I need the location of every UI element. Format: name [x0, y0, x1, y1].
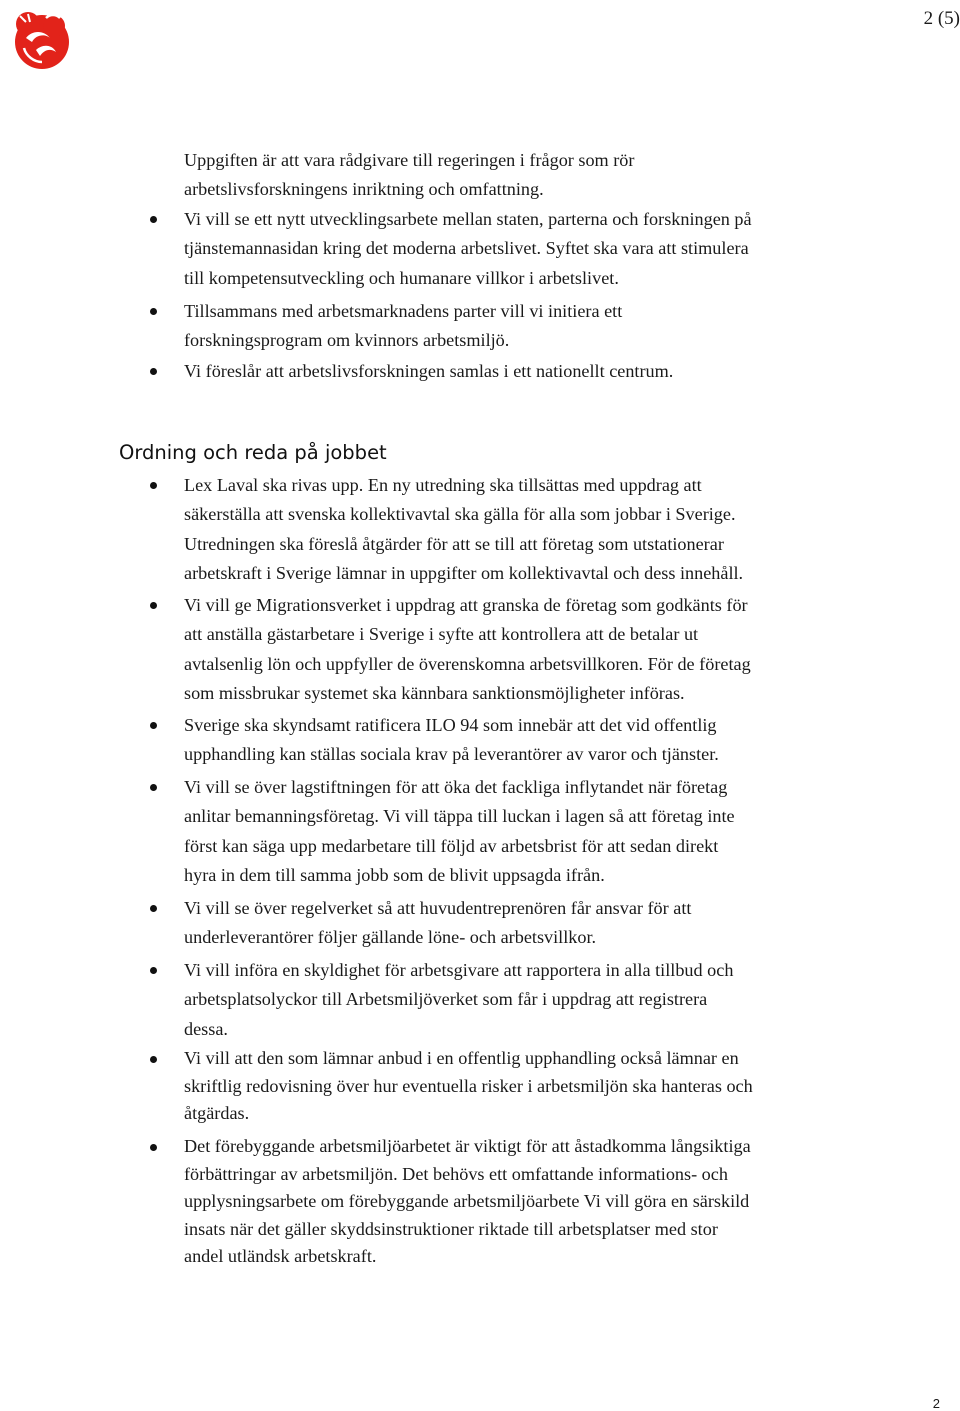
page-indicator-text: 2 (5): [923, 8, 960, 29]
footer-page-number: 2: [932, 1396, 940, 1411]
bullet-icon: [150, 368, 157, 375]
text-line: Vi vill se över lagstiftningen för att öka det fackliga inflytandet när företag: [184, 777, 728, 797]
list-item: [184, 591, 874, 708]
text-line: underleverantörer följer gällande löne- och arbetsvillkor.: [184, 927, 597, 948]
text-line: Utredningen ska föreslå åtgärder för att se till att företag som utstationerar: [184, 533, 724, 554]
text-line: säkerställa att svenska kollektivavtal ska gälla för alla som jobbar i Sverige.: [184, 504, 736, 525]
bullet-icon: [150, 722, 157, 729]
text-line: Lex Laval ska rivas upp. En ny utredning ska tillsättas med uppdrag att: [184, 475, 702, 495]
text-line: dessa.: [184, 1018, 228, 1039]
text-line: Det förebyggande arbetsmiljöarbetet är viktigt för att åstadkomma långsiktiga: [184, 1136, 751, 1156]
intro-paragraph: [184, 146, 874, 205]
text-line: upplysningsarbete om förebyggande arbetsmiljöarbete Vi vill göra en särskild: [184, 1191, 750, 1211]
text-line: till kompetensutveckling och humanare villkor i arbetslivet.: [184, 267, 619, 288]
text-line: Vi vill införa en skyldighet för arbetsgivare att rapportera in alla tillbud och: [184, 960, 734, 980]
text-line: att anställa gästarbetare i Sverige i syfte att kontrollera att de betalar ut: [184, 624, 699, 645]
list-item: [184, 1133, 874, 1271]
text-line: först kan säga upp medarbetare till följd av arbetsbrist för att sedan direkt: [184, 835, 719, 856]
list-item: [184, 357, 874, 386]
list-item: [184, 711, 874, 770]
section-heading: Ordning och reda på jobbet: [119, 441, 387, 464]
text-line: upphandling kan ställas sociala krav på leverantörer av varor och tjänster.: [184, 744, 719, 765]
bullet-icon: [150, 1144, 157, 1151]
bullet-icon: [150, 602, 157, 609]
list-item: [184, 956, 874, 1044]
page-indicator: [840, 8, 960, 30]
text-line: Vi vill se ett nytt utvecklingsarbete mellan staten, parterna och forskningen på: [184, 209, 752, 229]
text-line: insats när det gäller skyddsinstruktioner riktade till arbetsplatser med stor: [184, 1218, 718, 1239]
text-line: åtgärdas.: [184, 1103, 250, 1123]
bullet-icon: [150, 967, 157, 974]
text-line: arbetslivsforskningens inriktning och omfattning.: [184, 179, 544, 200]
text-line: som missbrukar systemet ska kännbara sanktionsmöjligheter införas.: [184, 682, 685, 703]
text-line: anlitar bemanningsföretag. Vi vill täppa till luckan i lagen så att företag inte: [184, 806, 735, 827]
list-item: [184, 297, 874, 356]
text-line: andel utländsk arbetskraft.: [184, 1246, 377, 1266]
bullet-icon: [150, 482, 157, 489]
text-line: Vi vill ge Migrationsverket i uppdrag att granska de företag som godkänts för: [184, 595, 748, 615]
text-line: hyra in dem till samma jobb som de blivit uppsagda ifrån.: [184, 864, 605, 885]
text-line: Vi vill se över regelverket så att huvudentreprenören får ansvar för att: [184, 898, 692, 918]
text-line: Tillsammans med arbetsmarknadens parter vill vi initiera ett: [184, 301, 623, 321]
text-line: arbetsplatsolyckor till Arbetsmiljöverket som får i uppdrag att registrera: [184, 989, 708, 1010]
bullet-icon: [150, 308, 157, 315]
text-line: Uppgiften är att vara rådgivare till regeringen i frågor som rör: [184, 150, 635, 170]
list-item: [184, 205, 874, 293]
list-item: [184, 773, 874, 890]
text-line: Sverige ska skyndsamt ratificera ILO 94 som innebär att det vid offentlig: [184, 715, 717, 735]
text-line: förbättringar av arbetsmiljön. Det behövs ett omfattande informations- och: [184, 1163, 728, 1184]
party-rose-logo-icon: [6, 4, 76, 74]
text-line: avtalsenlig lön och uppfyller de överenskomna arbetsvillkoren. För de företag: [184, 653, 751, 674]
text-line: skriftlig redovisning över hur eventuella risker i arbetsmiljön ska hanteras och: [184, 1075, 753, 1096]
text-line: Vi föreslår att arbetslivsforskningen samlas i ett nationellt centrum.: [184, 361, 674, 381]
text-line: arbetskraft i Sverige lämnar in uppgifter om kollektivavtal och dess innehåll.: [184, 562, 744, 583]
list-item: [184, 471, 874, 588]
bullet-icon: [150, 1056, 157, 1063]
list-item: [184, 894, 874, 953]
list-item: [184, 1045, 874, 1128]
text-line: forskningsprogram om kvinnors arbetsmiljö.: [184, 330, 510, 351]
bullet-icon: [150, 216, 157, 223]
text-line: Vi vill att den som lämnar anbud i en offentlig upphandling också lämnar en: [184, 1048, 739, 1068]
bullet-icon: [150, 784, 157, 791]
bullet-icon: [150, 905, 157, 912]
text-line: tjänstemannasidan kring det moderna arbetslivet. Syftet ska vara att stimulera: [184, 238, 749, 259]
